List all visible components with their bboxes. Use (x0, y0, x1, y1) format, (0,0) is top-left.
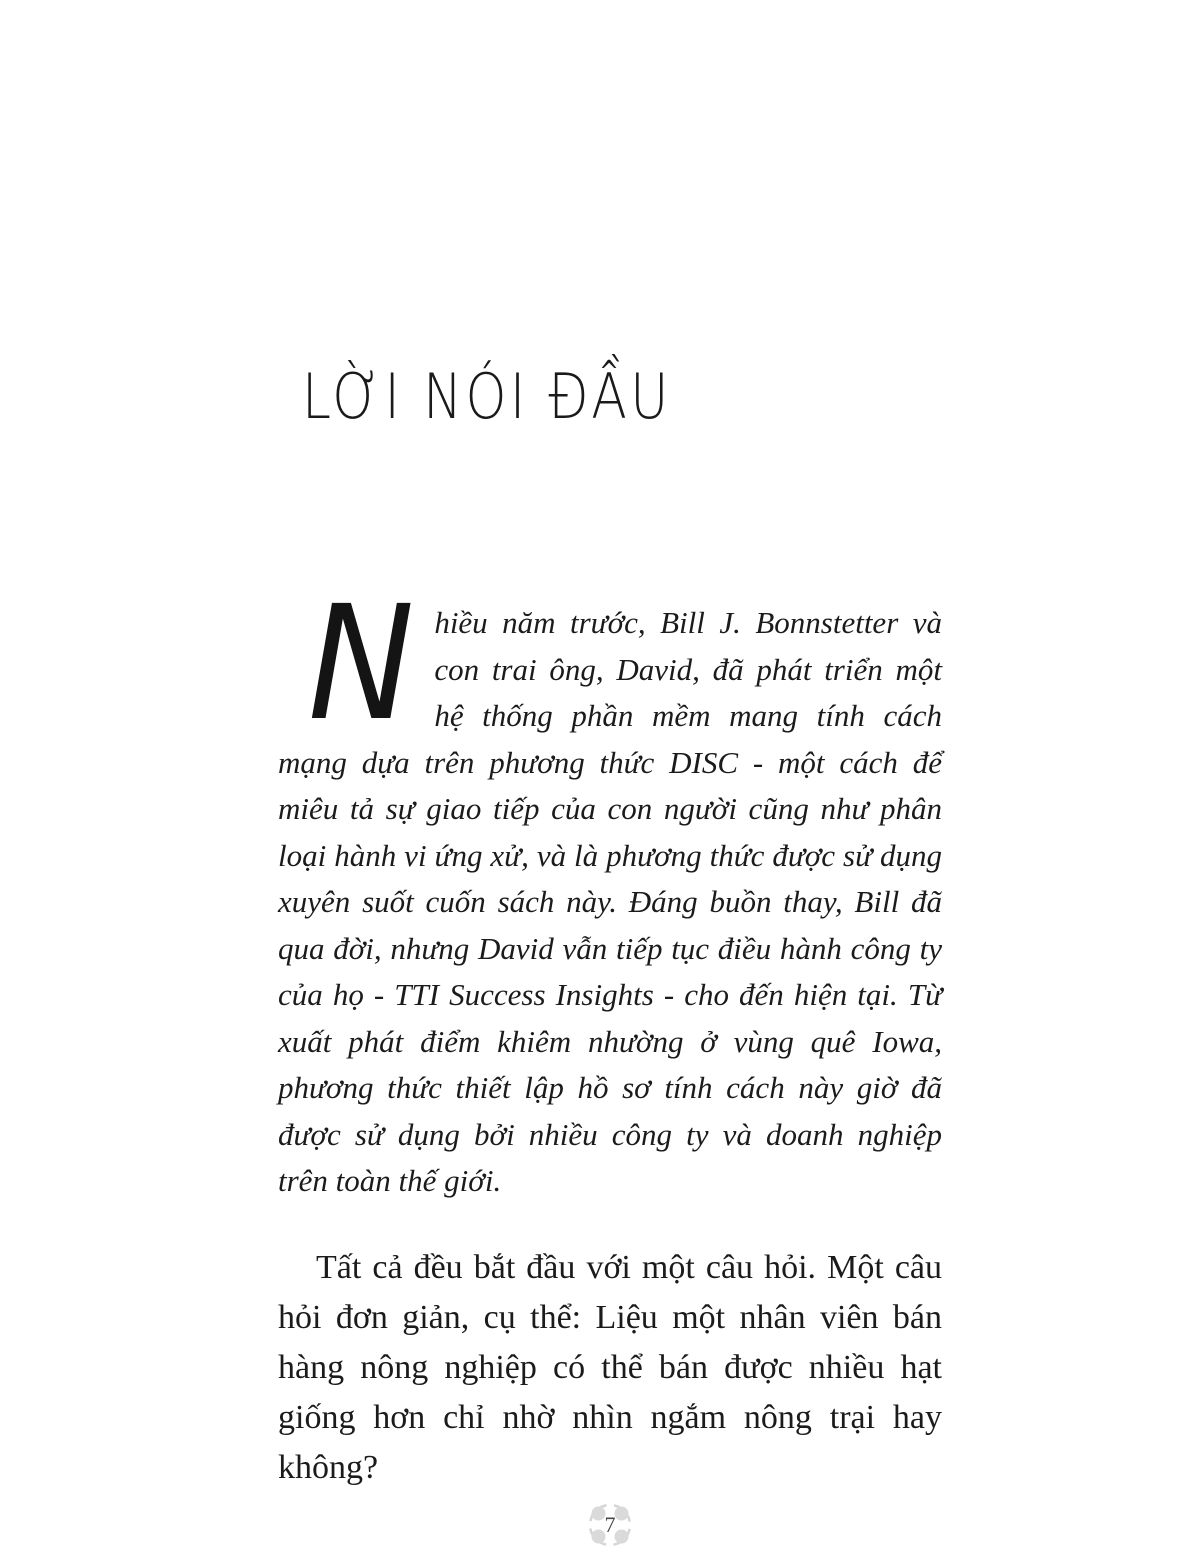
lead-paragraph-text: hiều năm trước, Bill J. Bonnstetter và con trai ông, David, đã phát triển một hệ thống phần mềm mang tính cách mạng dựa trên phương thức DISC - một cách để miêu tả sự giao tiếp của con người cũng như phân loại hành vi ứng xử, và là phương thức được sử dụng xuyên suốt cuốn sách này. Đáng buồn thay, Bill đã qua đời, nhưng David vẫn tiếp tục điều hành công ty của họ - TTI Success Insights - cho đến hiện tại. Từ xuất phát điểm khiêm nhường ở vùng quê Iowa, phương thức thiết lập hồ sơ tính cách này giờ đã được sử dụng bởi nhiều công ty và doanh nghiệp trên toàn thế giới. (278, 605, 942, 1198)
dropcap-letter: N (308, 572, 415, 756)
lead-paragraph (278, 572, 942, 1205)
text-block (278, 572, 942, 1551)
page-number-ornament (585, 1499, 635, 1551)
page-number: 7 (604, 1511, 616, 1537)
second-paragraph: Tất cả đều bắt đầu với một câu hỏi. Một câu hỏi đơn giản, cụ thể: Liệu một nhân viên bán hàng nông nghiệp có thể bán được nhiều hạt giống hơn chỉ nhờ nhìn ngắm nông trại hay không? (278, 1248, 942, 1486)
chapter-title: LỜI NÓI ĐẦU (302, 360, 672, 433)
